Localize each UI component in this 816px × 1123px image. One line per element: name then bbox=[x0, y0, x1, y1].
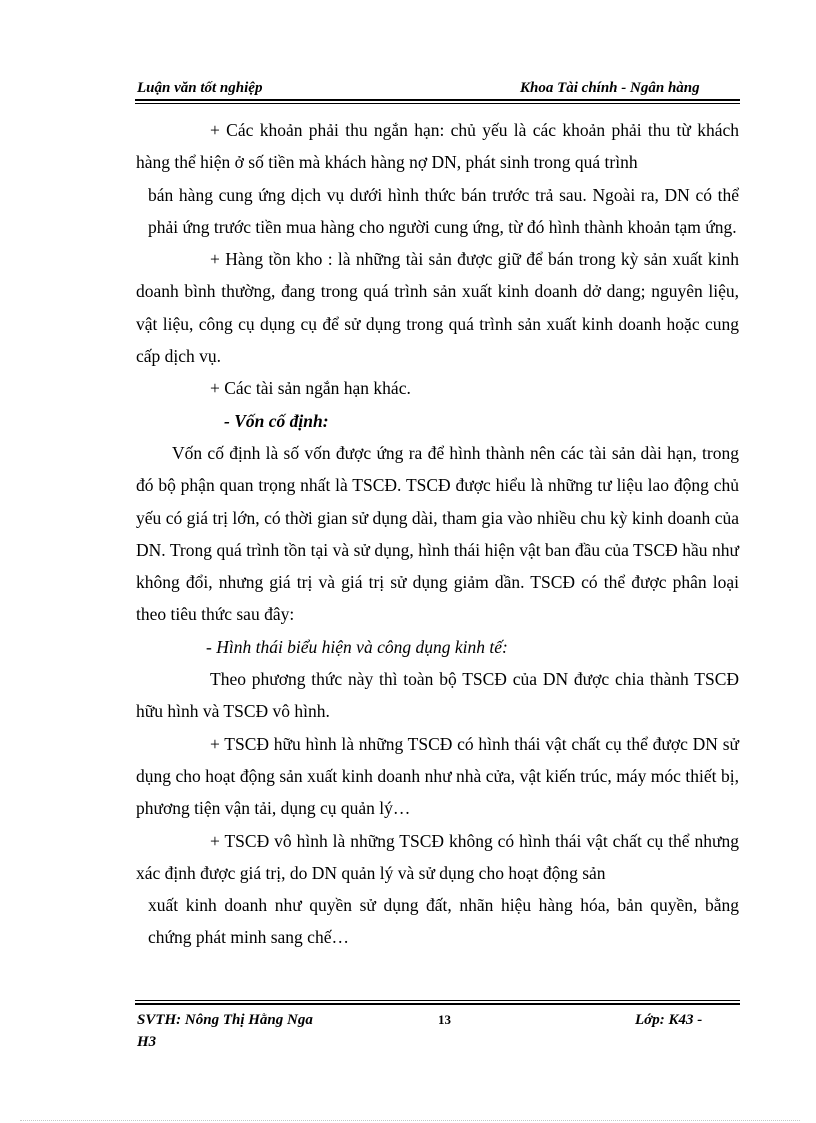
header-faculty-label: Khoa Tài chính - Ngân hàng bbox=[520, 80, 700, 96]
subheading-form-usage: - Hình thái biểu hiện và công dụng kinh tế: bbox=[206, 636, 508, 657]
footer-class-suffix: H3 bbox=[137, 1034, 157, 1050]
header-rule-thick bbox=[135, 99, 740, 101]
paragraph-intangible-assets: + TSCĐ vô hình là những TSCĐ không có hình thái vật chất cụ thể nhưng xác định được giá trị, do DN quản lý và sử dụng cho hoạt động sản bbox=[136, 830, 739, 883]
page-body bbox=[136, 114, 739, 954]
section-heading-fixed-capital: - Vốn cố định: bbox=[224, 410, 329, 431]
paragraph-other-assets: + Các tài sản ngắn hạn khác. bbox=[210, 378, 411, 399]
paragraph-receivables-cont: bán hàng cung ứng dịch vụ dưới hình thức bán trước trả sau. Ngoài ra, DN có thể phải ứng trước tiền mua hàng cho người cung ứng, từ đó hình thành khoản tạm ứng. bbox=[148, 184, 739, 237]
paragraph-receivables: + Các khoản phải thu ngắn hạn: chủ yếu là các khoản phải thu từ khách hàng thể hiện ở số tiền mà khách hàng nợ DN, phát sinh trong quá trình bbox=[136, 120, 739, 173]
header-thesis-label: Luận văn tốt nghiệp bbox=[137, 80, 263, 96]
header-rule-thin bbox=[135, 103, 740, 104]
paragraph-inventory: + Hàng tồn kho : là những tài sản được giữ để bán trong kỳ sản xuất kinh doanh bình thường, đang trong quá trình sản xuất kinh doanh dở dang; nguyên liệu, vật liệu, công cụ dụng cụ để sử dụng trong quá trình sản xuất kinh doanh hoặc cung cấp dịch vụ. bbox=[136, 249, 739, 367]
page-bottom-divider bbox=[20, 1120, 800, 1121]
paragraph-intangible-cont: xuất kinh doanh như quyền sử dụng đất, nhãn hiệu hàng hóa, bản quyền, bằng chứng phát minh sang chế… bbox=[148, 895, 739, 948]
paragraph-classification: Theo phương thức này thì toàn bộ TSCĐ của DN được chia thành TSCĐ hữu hình và TSCĐ vô hình. bbox=[136, 669, 739, 722]
paragraph-fixed-capital: Vốn cố định là số vốn được ứng ra để hình thành nên các tài sản dài hạn, trong đó bộ phận quan trọng nhất là TSCĐ. TSCĐ được hiểu là những tư liệu lao động chủ yếu có giá trị lớn, có thời gian sử dụng dài, tham gia vào nhiều chu kỳ kinh doanh của DN. Trong quá trình tồn tại và sử dụng, hình thái hiện vật ban đầu của TSCĐ hầu như không đổi, nhưng giá trị và giá trị sử dụng giảm dần. TSCĐ có thể được phân loại theo tiêu thức sau đây: bbox=[136, 442, 739, 625]
footer-rule-thin bbox=[135, 1000, 740, 1001]
footer-rule-thick bbox=[135, 1003, 740, 1005]
footer-author: SVTH: Nông Thị Hằng Nga bbox=[137, 1012, 313, 1028]
page-number: 13 bbox=[438, 1012, 451, 1027]
footer-class: Lớp: K43 - bbox=[635, 1012, 703, 1028]
paragraph-tangible-assets: + TSCĐ hữu hình là những TSCĐ có hình thái vật chất cụ thể được DN sử dụng cho hoạt động sản xuất kinh doanh như nhà cửa, vật kiến trúc, máy móc thiết bị, phương tiện vận tải, dụng cụ quản lý… bbox=[136, 733, 739, 819]
